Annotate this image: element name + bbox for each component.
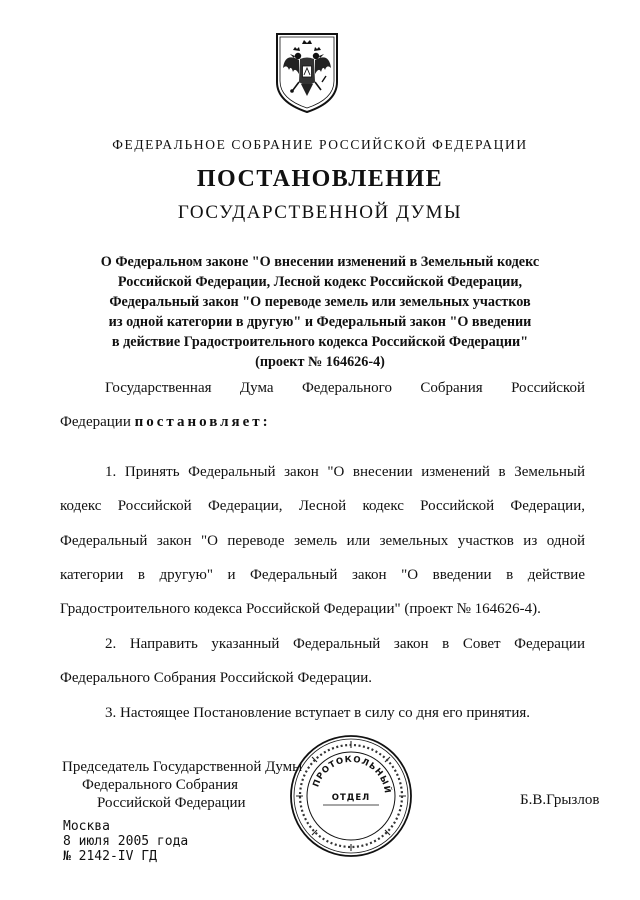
item-2-line: 2. Направить указанный Федеральный закон в Совет Федерации [105,636,585,652]
item-1-line: Градостроительного кодекса Российской Федерации" (проект № 164626-4). [60,601,541,617]
official-stamp-icon [288,733,414,859]
preamble-line [60,414,585,431]
item-1-line: категории в другую" и Федеральный закон "О введении в действие [60,567,585,583]
preamble-prefix: Федерации [60,414,135,430]
signatory-position [62,758,302,812]
stamp-ring-text: ПРОТОКОЛЬНЫЙ [311,754,393,795]
heading-line: из одной категории в другую" и Федеральный закон "О введении [108,314,532,330]
item-2-line: Федерального Собрания Российской Федерации. [60,670,373,686]
resolution-heading [60,252,580,372]
heading-line: О Федеральном законе "О внесении изменений в Земельный кодекс [100,254,540,270]
preamble-line: Государственная Дума Федерального Собрания Российской [105,380,585,396]
document-title: ПОСТАНОВЛЕНИЕ [196,166,444,192]
position-line: Российской Федерации [97,795,246,811]
organization-name: ФЕДЕРАЛЬНОЕ СОБРАНИЕ РОССИЙСКОЙ ФЕДЕРАЦИИ [112,137,528,152]
heading-line: Федеральный закон "О переводе земель или земельных участков [109,294,531,310]
heading-line: в действие Градостроительного кодекса Российской Федерации" [111,334,529,350]
resolves-word: постановляет: [134,414,271,430]
svg-text:ПРОТОКОЛЬНЫЙ [311,755,394,795]
signatory-name: Б.В.Грызлов [520,792,600,808]
document-subtitle: ГОСУДАРСТВЕННОЙ ДУМЫ [177,202,463,223]
position-line: Федерального Собрания [82,777,239,793]
item-3-line: 3. Настоящее Постановление вступает в силу со дня его принятия. [105,705,531,721]
document-footer [63,819,188,864]
item-1-line: кодекс Российской Федерации, Лесной кодекс Российской Федерации, [60,498,585,514]
footer-number: № 2142-IV ГД [63,849,157,864]
item-1-line: 1. Принять Федеральный закон "О внесении изменений в Земельный [105,464,585,480]
heading-line: Российской Федерации, Лесной кодекс Российской Федерации, [117,274,523,290]
footer-city: Москва [63,819,110,834]
russian-coat-of-arms-icon [273,30,341,114]
position-line: Председатель Государственной Думы [62,759,303,775]
stamp-center-text: ОТДЕЛ [331,793,371,803]
footer-date: 8 июля 2005 года [63,834,189,849]
item-1-line: Федеральный закон "О переводе земель или земельных участков из одной [60,533,585,549]
heading-line: (проект № 164626-4) [255,354,385,370]
